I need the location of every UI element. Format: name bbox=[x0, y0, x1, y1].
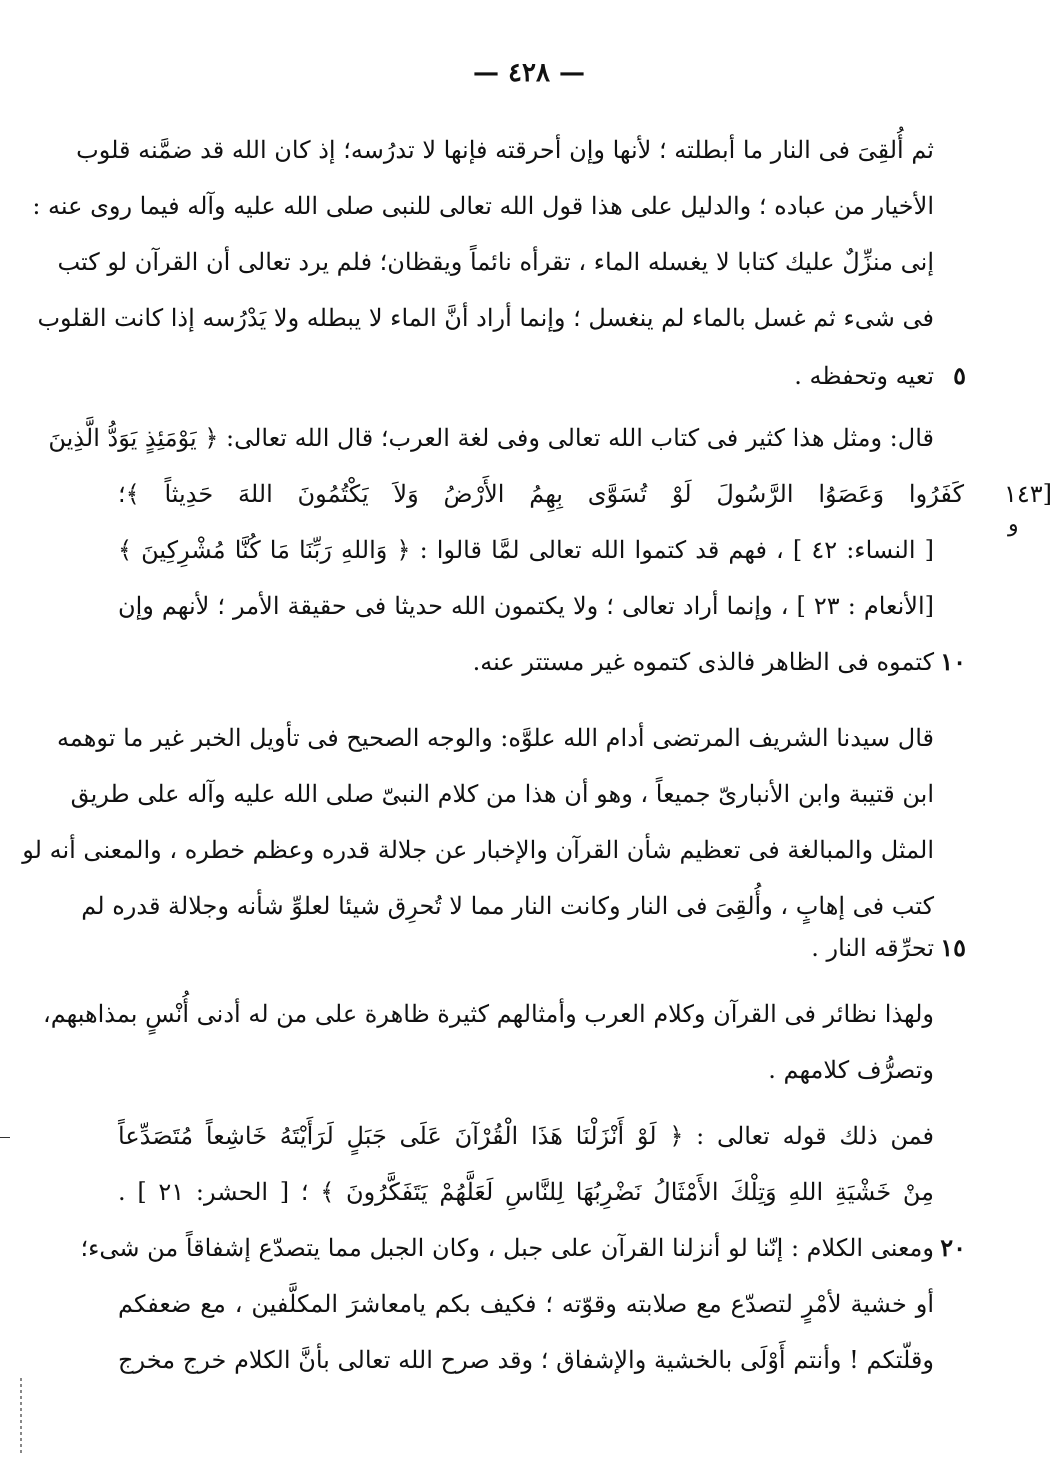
text-line: [الأنعام : ٢٣ ] ، وإنما أراد تعالى ؛ ولا يكتمون الله حديثا فى حقيقة الأمر ؛ لأنهم وإن bbox=[118, 592, 935, 620]
text-line: كَفَرُوا وَعَصَوُا الرَّسُولَ لَوْ تُسَوَّى بِهِمُ الأَرْضُ وَلاَ يَكْتُمُونَ اللهَ حَدِيثاً ﴾؛ bbox=[118, 480, 964, 508]
text-line: ولهذا نظائر فى القرآن وكلام العرب وأمثالهم كثيرة ظاهرة على من له أدنى أُنْسٍ بمذاهبهم، bbox=[42, 1000, 934, 1028]
text-line: ومعنى الكلام : إنّنا لو أنزلنا القرآن على جبل ، وكان الجبل مما يتصدّع إشفاقاً من شىء؛ bbox=[80, 1234, 934, 1262]
text-line: وقلّتكم ! وأنتم أَوْلَى بالخشية والإشفاق ؛ وقد صرح الله تعالى بأنَّ الكلام خرج مخرج bbox=[118, 1346, 934, 1374]
text-line: مِنْ خَشْيَةِ اللهِ وَتِلْكَ الأَمْثَالُ نَضْرِبُهَا لِلنَّاسِ لَعَلَّهُمْ يَتَفَكَّرُونَ ﴾ ؛ [ الحشر: ٢١ ] . bbox=[118, 1178, 935, 1206]
text-line: فى شىء ثم غسل بالماء لم ينغسل ؛ وإنما أراد أنَّ الماء لا يبطله ولا يَدْرُسه إذا كانت القلوب bbox=[37, 304, 934, 332]
text-line: كتموه فى الظاهر فالذى كتموه غير مستتر عنه. bbox=[472, 648, 934, 676]
page-edge-mark bbox=[0, 1137, 10, 1138]
folio-reference: [١٤٣ bbox=[1003, 480, 1052, 508]
page-number: — ٤٢٨ — bbox=[472, 58, 586, 88]
line-number-marker: ١٠ bbox=[940, 647, 966, 676]
text-line: وتصرُّف كلامهم . bbox=[768, 1056, 934, 1084]
text-line: [ النساء: ٤٢ ] ، فهم قد كتموا الله تعالى لمَّا قالوا : ﴿ وَاللهِ رَبِّنَا مَا كُنَّا مُشْرِكِينَ ﴾ bbox=[118, 536, 935, 564]
line-number-marker: ١٥ bbox=[940, 933, 966, 962]
text-line: كتب فى إهابٍ ، وأُلقِىَ فى النار وكانت النار مما لا تُحرِق شيئا لعلوِّ شأنه وجلالة قدره لم bbox=[81, 892, 934, 920]
text-line: المثل والمبالغة فى تعظيم شأن القرآن والإخبار عن جلالة قدره وعظم خطره ، والمعنى أنه لو bbox=[22, 836, 934, 864]
text-line: ابن قتيبة وابن الأنبارىّ جميعاً ، وهو أن هذا من كلام النبىّ صلى الله عليه وآله على طريق bbox=[70, 780, 934, 808]
text-line: قال: ومثل هذا كثير فى كتاب الله تعالى وفى لغة العرب؛ قال الله تعالى: ﴿ يَوْمَئِذٍ يَوَدُّ الَّذِينَ bbox=[48, 424, 934, 452]
line-number-marker: ٥ bbox=[953, 361, 966, 390]
text-line: ثم أُلقِىَ فى النار ما أبطلته ؛ لأنها وإن أحرقته فإنها لا تدرُسه؛ إذ كان الله قد ضمَّنه قلوب bbox=[76, 136, 934, 164]
scan-binding-edge bbox=[20, 1378, 22, 1456]
text-line: قال سيدنا الشريف المرتضى أدام الله علوَّه: والوجه الصحيح فى تأويل الخبر غير ما توهمه bbox=[57, 724, 934, 752]
text-line: فمن ذلك قوله تعالى : ﴿ لَوْ أَنْزَلْنَا هَذَا الْقُرْآنَ عَلَى جَبَلٍ لَرَأَيْتَهُ خَاشِعاً مُتَصَدِّعاً bbox=[118, 1122, 934, 1150]
text-line: الأخيار من عباده ؛ والدليل على هذا قول الله تعالى للنبى صلى الله عليه وآله فيما روى عنه : bbox=[32, 192, 934, 220]
text-line: إنى منزِّلٌ عليك كتابا لا يغسله الماء ، تقرأه نائماً ويقظان؛ فلم يرد تعالى أن القرآن لو كتب bbox=[57, 248, 934, 276]
text-line: أو خشية لأمْرٍ لتصدّع مع صلابته وقوّته ؛ فكيف بكم يامعاشرَ المكلَّفين ، مع ضعفكم bbox=[118, 1290, 934, 1318]
text-line: تحرِّقه النار . bbox=[811, 934, 934, 962]
margin-note: و bbox=[1008, 512, 1019, 537]
line-number-marker: ٢٠ bbox=[940, 1233, 966, 1262]
text-line: تعيه وتحفظه . bbox=[794, 362, 934, 390]
